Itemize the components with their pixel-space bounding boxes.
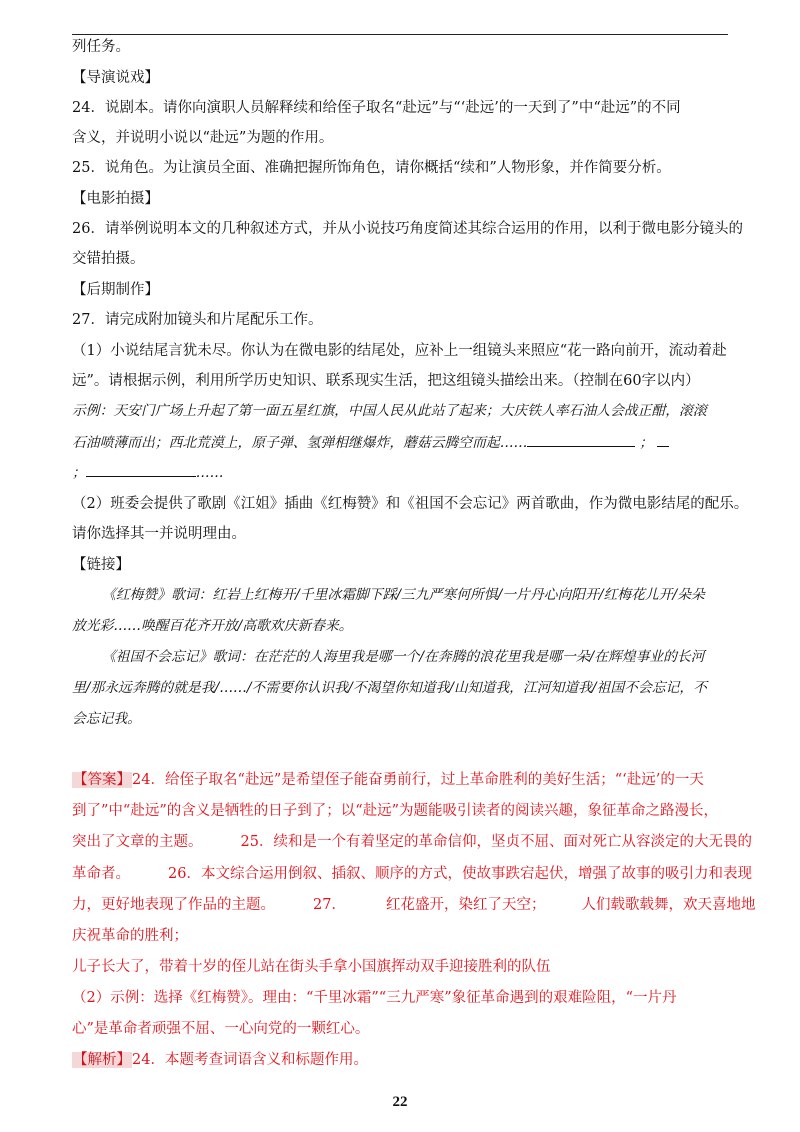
answer-blank [86,462,196,477]
lyrics-line: 《红梅赞》歌词：红岩上红梅开/千里冰霜脚下踩/三九严寒何所惧/一片丹心向阳开/红梅花儿开/朵朵 [102,587,705,603]
analysis-line: 【解析】24．本题考查词语含义和标题作用。 [73,1052,368,1068]
page-number: 22 [392,1094,408,1110]
ellipsis-text: …… [195,465,224,481]
section-heading: 【电影拍摄】 [72,191,159,207]
example-line [72,462,728,483]
header-rule [72,34,728,35]
question-24: 24．说剧本。请你向演职人员解释续和给侄子取名“赴远”与“‘赴远’的一天到了”中“赴远”的不同 [72,100,681,116]
answer-tag: 【答案】 [73,772,131,788]
separator-text: ； [72,465,86,481]
section-heading: 【后期制作】 [72,282,159,298]
question-26: 26．请举例说明本文的几种叙述方式，并从小说技巧角度简述其综合运用的作用，以利于微电影分镜头的 [72,221,743,237]
example-line: 示例：天安门广场上升起了第一面五星红旗，中国人民从此站了起来；大庆铁人率石油人会战正酣，滚滚 [72,403,707,419]
question-27-part-1: （1）小说结尾言犹未尽。你认为在微电影的结尾处，应补上一组镜头来照应“花一路向前开，流动着赴 [72,343,727,359]
lyrics-line: 会忘记我。 [72,711,141,727]
answer-line: 突出了文章的主题。 25．续和是一个有着坚定的革命信仰，坚贞不屈、面对死亡从容淡定的大无畏的 [72,834,752,850]
section-heading: 【链接】 [72,557,130,573]
answer-blank [657,432,669,447]
text-line: 含义，并说明小说以“赴远”为题的作用。 [72,130,334,146]
section-heading: 【导演说戏】 [72,70,159,86]
lyrics-line: 放光彩……唤醒百花齐开放/高歌欢庆新春来。 [72,618,353,634]
answer-line: （2）示例：选择《红梅赞》。理由：“千里冰霜”“三九严寒”象征革命遇到的艰难险阻，“一片丹 [72,990,677,1006]
answer-line: 到了”中“赴远”的含义是牺牲的日子到了；以“赴远”为题能吸引读者的阅读兴趣，象征革命之路漫长， [72,803,719,819]
question-27: 27．请完成附加镜头和片尾配乐工作。 [72,312,323,328]
question-27-part-2: （2）班委会提供了歌剧《江姐》插曲《红梅赞》和《祖国不会忘记》两首歌曲，作为微电影结尾的配乐。 [72,496,749,512]
answer-line: 庆祝革命的胜利； [72,928,188,944]
example-text: 石油喷薄而出；西北荒漠上，原子弹、氢弹相继爆炸，蘑菇云腾空而起…… [72,435,528,451]
text-line: 请你选择其一并说明理由。 [72,526,246,542]
example-line: 石油喷薄而出；西北荒漠上，原子弹、氢弹相继爆炸，蘑菇云腾空而起…… ； [72,432,728,453]
answer-line: 儿子长大了，带着十岁的侄儿站在街头手拿小国旗挥动双手迎接胜利的队伍 [72,959,551,975]
text-line: 远”。请根据示例，利用所学历史知识、联系现实生活，把这组镜头描绘出来。（控制在60字以内） [72,373,700,389]
answer-line: 力，更好地表现了作品的主题。 27． 红花盛开，染红了天空； 人们载歌载舞，欢天喜地地 [72,897,756,913]
text-line: 列任务。 [72,39,130,55]
lyrics-line: 里/那永远奔腾的就是我/……/不需要你认识我/不渴望你知道我/山知道我，江河知道我/祖国不会忘记，不 [72,680,707,696]
question-25: 25．说角色。为让演员全面、准确把握所饰角色，请你概括“续和”人物形象，并作简要分析。 [72,160,671,176]
text-line: 交错拍摄。 [72,251,145,267]
analysis-tag: 【解析】 [73,1052,131,1068]
answer-line: 【答案】24．给侄子取名“赴远”是希望侄子能奋勇前行，过上革命胜利的美好生活；“‘赴远’的一天 [73,772,704,788]
answer-line: 心”是革命者顽强不屈、一心向党的一颗红心。 [72,1021,370,1037]
answer-blank [527,432,635,447]
answer-line: 革命者。 26．本文综合运用倒叙、插叙、顺序的方式，使故事跌宕起伏，增强了故事的吸引力和表现 [72,866,752,882]
lyrics-line: 《祖国不会忘记》歌词：在茫茫的人海里我是哪一个/在奔腾的浪花里我是哪一朵/在辉煌事业的长河 [102,649,705,665]
